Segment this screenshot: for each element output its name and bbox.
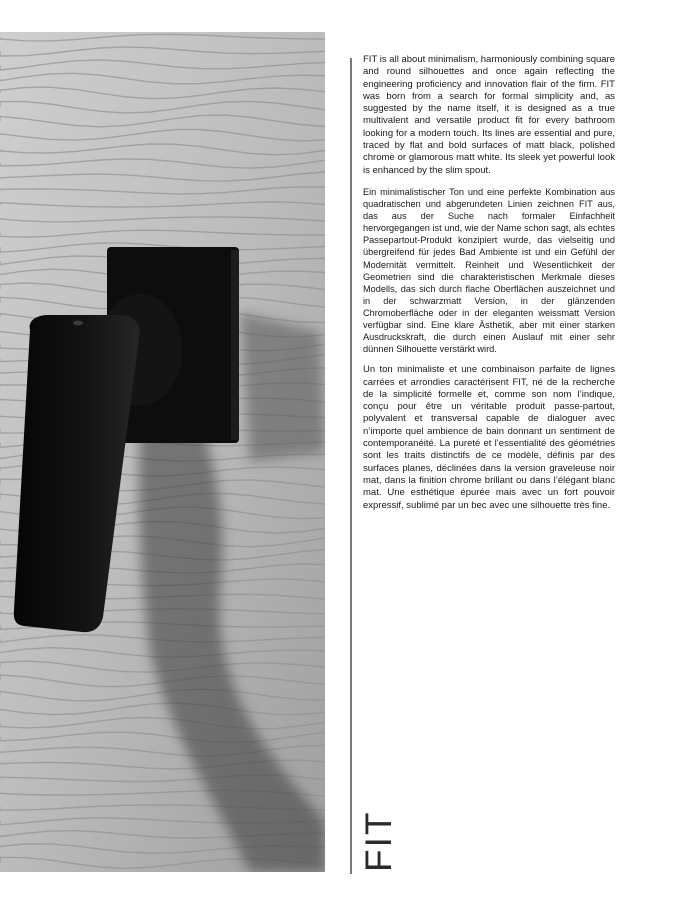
product-title: FIT (358, 810, 399, 872)
french-paragraph: Un ton minimaliste et une combinaison parfaite de lignes carrées et arrondies caractérisent FIT, né de la recherche de la simplicité formelle et, comme son nom l’indique, conçu pour être un véritable produit passe-partout, polyvalent et transversal capable de dialoguer avec n’importe quel ambience de bain donnant un sentiment de contemporanéité. La pureté et l’essentialité des géométries sont les traits distinctifs de ce modèle, définis par des surfaces planes, déclinées dans la version graveleuse noir mat, dans la finition chrome brillant ou dans l’élégant blanc mat. Une esthétique épurée mais avec un fort pouvoir expressif, sublimé par un bec avec une silhouette très fine. (363, 364, 615, 511)
product-photo-svg (0, 32, 325, 872)
product-photo (0, 32, 325, 872)
german-paragraph: Ein minimalistischer Ton und eine perfekte Kombination aus quadratischen und abgerundeten Linien zeichnen FIT aus, das aus der Suche nach formaler Einfachheit hervorgegangen ist und, wie der Name schon sagt, als echtes Passepartout-Produkt konzipiert wurde, das vielseitig und übergreifend für jedes Bad Ambiente ist und ein Gefühl der Modernität vermittelt. Reinheit und Wesentlichkeit der Geometrien sind die charakteristischen Merkmale dieses Modells, das sich durch flache Oberflächen auszeichnet und in der schwarzmatt Version, in der glänzenden Chromoberfläche oder in der eleganten weissmatt Version verfügbar sind. Eine klare Ästhetik, aber mit einer starken Ausdruckskraft, die durch einen Auslauf mit einer sehr dünnen Silhouette verstärkt wird. (363, 186, 615, 355)
vertical-divider (350, 58, 352, 874)
english-paragraph: FIT is all about minimalism, harmoniously combining square and round silhouettes and once again reflecting the engineering proficiency and innovation flair of the firm. FIT was born from a search for formal simplicity and, as suggested by the name itself, it is designed as a true multivalent and versatile product fit for every bathroom looking for a modern touch. Its lines are essential and pure, traced by flat and bold surfaces of matt black, polished chrome or glamorous matt white. Its sleek yet powerful look is enhanced by the slim spout. (363, 54, 615, 176)
product-title-vertical (358, 810, 419, 872)
description-column (363, 54, 615, 521)
